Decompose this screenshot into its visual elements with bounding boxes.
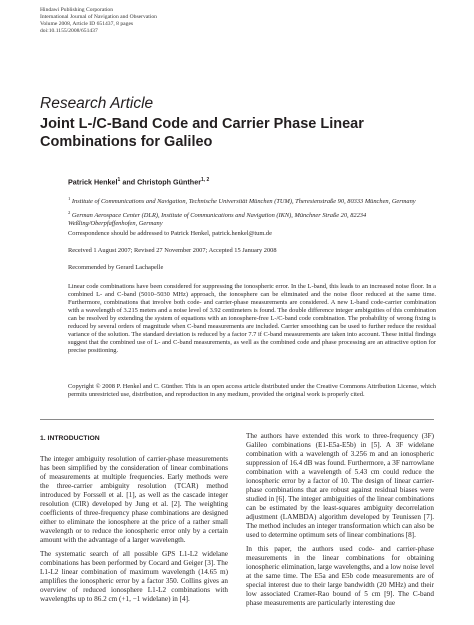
author-2-affil-mark: 1, 2: [201, 177, 210, 183]
journal-line: International Journal of Navigation and Observation: [40, 14, 157, 20]
section-divider: [40, 419, 434, 420]
correspondence-note: Correspondence should be addressed to Patrick Henkel, patrick.henkel@tum.de: [68, 230, 272, 237]
abstract: Linear code combinations have been considered for suppressing the ionospheric error. In the L-band, this leads to an increased noise floor. In a combined L- and C-band (5010–5030 MHz) approach, the ionosphere can be eliminated and the noise floor reduced at the same time. Furthermore, combinations that involve both code- and carrier-phase measurements are considered. A new L-band code-carrier combination with a wavelength of 3.215 meters and a noise level of 3.92 centimeters is found. The double difference integer ambiguities of this combination can be resolved by extending the system of equations with an ionosphere-free L-/C-band code combination. The probability of wrong fixing is reduced by several orders of magnitude when C-band measurements are included. Carrier smoothing can be used to further reduce the residual variance of the solution. The standard deviation is reduced by a factor 7.7 if C-band measurements are taken into account. These initial findings suggest that the combined use of L- and C-band measurements, as well as the combined code and phase processing are an attractive option for precise positioning.: [68, 283, 436, 354]
intro-paragraph-2: The systematic search of all possible GPS L1-L2 widelane combinations has been performed by Cocard and Geiger [3]. The L1-L2 linear combination of maximum wavelength (14.65 m) amplifies the ionospheric error by a factor 350. Collins gives an overview of reduced ionosphere L1-L2 combinations with wavelengths up to 86.2 cm (+1, −1 widelane) in [4].: [40, 550, 228, 603]
paper-title: Joint L-/C-Band Code and Carrier Phase Linear Combinations for Galileo: [40, 116, 364, 150]
affiliation-2: [68, 209, 428, 228]
publication-dates: Received 1 August 2007; Revised 27 November 2007; Accepted 15 January 2008: [68, 247, 277, 254]
affiliations: [68, 195, 428, 231]
affiliation-1: [68, 195, 428, 206]
affiliation-2-text: German Aerospace Center (DLR), Institute of Communications and Navigation (IKN), Münchner Straße 20, 82234 Weßling/Oberpfaffenhofen, Germany: [68, 212, 367, 228]
right-column: [246, 432, 434, 613]
copyright-notice: Copyright © 2008 P. Henkel and C. Günther. This is an open access article distributed under the Creative Commons Attribution License, which permits unrestricted use, distribution, and reproduction in any medium, provided the original work is properly cited.: [68, 383, 436, 398]
section-heading-introduction: 1. INTRODUCTION: [40, 435, 100, 442]
author-1: Patrick Henkel: [68, 177, 118, 187]
article-type: Research Article: [40, 95, 154, 112]
author-joiner: and: [120, 177, 138, 187]
affiliation-1-text: Institute of Communications and Navigation, Technische Universität München (TUM), Theresienstraße 90, 80333 München, Germany: [71, 198, 416, 206]
journal-header: [40, 7, 157, 35]
affiliation-2-mark: 2: [68, 210, 71, 216]
intro-paragraph-1: The integer ambiguity resolution of carrier-phase measurements has been simplified by the consideration of linear combinations of measurements at multiple frequencies. Early methods were the three-carrier ambiguity resolution (TCAR) method introduced by Forssell et al. [1], as well as the cascade integer resolution (CIR) developed by Jung et al. [2]. The weighting coefficients of three-frequency phase combinations are designed either to eliminate the ionosphere at the price of a rather small wavelength or to reduce the ionospheric error only by a certain amount with the advantage of a larger wavelength.: [40, 455, 228, 544]
author-line: [68, 177, 209, 186]
doi-line: doi:10.1155/2008/651437: [40, 28, 98, 34]
author-1-affil-mark: 1: [117, 177, 121, 183]
volume-line: Volume 2008, Article ID 651437, 8 pages: [40, 21, 134, 27]
left-column: [40, 434, 228, 609]
intro-paragraph-4: In this paper, the authors used code- and carrier-phase measurements in the linear combinations for obtaining ionospheric elimination, large wavelengths, and a low noise level at the same time. The E5a and E5b code measurements are of special interest due to their large bandwidth (20 MHz) and their low associated Cramer-Rao bound of 5 cm [9]. The C-band phase measurements are particularly interesting due: [246, 545, 434, 607]
author-2: Christoph Günther: [137, 177, 201, 187]
publisher-line: Hindawi Publishing Corporation: [40, 7, 114, 13]
recommended-by: Recommended by Gerard Lachapelle: [68, 264, 164, 271]
affiliation-1-mark: 1: [68, 196, 71, 201]
intro-paragraph-3: The authors have extended this work to three-frequency (3F) Galileo combinations (E1-E5a-E5b) in [5]. A 3F widelane combination with a wavelength of 3.256 m and an ionospheric suppression of 16.4 dB was found. Furthermore, a 3F narrowlane combination with a wavelength of 5.43 cm could reduce the ionospheric error by a factor of 10. The design of linear carrier-phase combinations that are robust against residual biases were studied in [6]. The integer ambiguities of the linear combinations can be estimated by the least-squares ambiguity decorrelation adjustment (LAMBDA) algorithm developed by Teunissen [7]. The method includes an integer transformation which can also be used to determine optimum sets of linear combinations [8].: [246, 432, 434, 539]
